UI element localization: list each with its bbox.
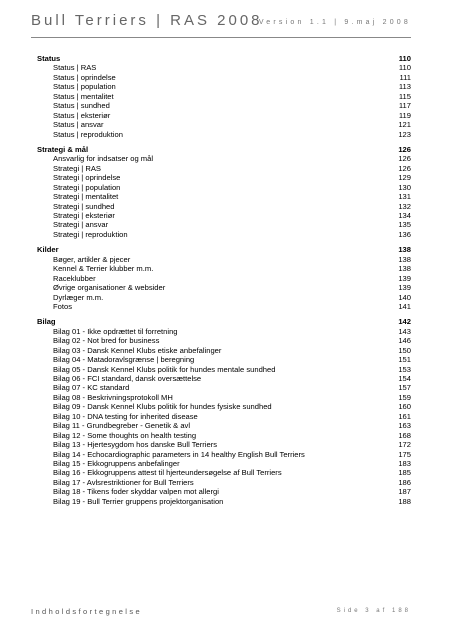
- toc-section: [37, 245, 411, 311]
- toc-entry[interactable]: [37, 450, 411, 459]
- toc-entry[interactable]: [37, 264, 411, 273]
- toc-entry[interactable]: [37, 383, 411, 392]
- toc-entry-page: 172: [398, 440, 411, 450]
- toc-entry-title: Status | reproduktion: [53, 129, 123, 139]
- version-label: Version 1.1 | 9.maj 2008: [258, 19, 411, 26]
- toc-entry-page: 151: [398, 355, 411, 365]
- toc-entry[interactable]: [37, 355, 411, 364]
- toc-entry-page: 121: [398, 120, 411, 130]
- toc-entry[interactable]: [37, 293, 411, 302]
- toc-entry[interactable]: [37, 302, 411, 311]
- toc-entry-page: 175: [398, 449, 411, 459]
- toc-entry-page: 157: [398, 383, 411, 393]
- toc-entry-page: 139: [398, 273, 411, 283]
- toc-entry-title: Bilag 08 - Beskrivningsprotokoll MH: [53, 392, 173, 402]
- toc-entry-page: 117: [398, 101, 411, 111]
- toc-entry-page: 153: [398, 364, 411, 374]
- toc-entry-title: Bilag 18 - Tikens foder skyddar valpen mot allergi: [53, 487, 219, 497]
- toc-entry[interactable]: [37, 173, 411, 182]
- toc-section-title: Status: [37, 54, 61, 63]
- toc-entry-title: Bilag 12 - Some thoughts on health testing: [53, 430, 197, 440]
- toc-entry-title: Raceklubber: [53, 273, 96, 283]
- toc-entry-title: Bilag 15 - Ekkogruppens anbefalinger: [53, 458, 180, 468]
- toc-entry-title: Strategi | reproduktion: [53, 229, 128, 239]
- toc-entry-page: 154: [398, 374, 411, 383]
- toc-entry-page: 115: [398, 91, 411, 101]
- toc-entry[interactable]: [37, 63, 411, 72]
- table-of-contents: [37, 54, 411, 512]
- toc-entry-title: Strategi | mentalitet: [53, 192, 119, 202]
- toc-entry[interactable]: [37, 336, 411, 345]
- toc-entry-title: Status | oprindelse: [53, 72, 116, 82]
- toc-entry-page: 138: [398, 254, 411, 264]
- toc-section-page: 142: [398, 317, 411, 327]
- toc-entry-title: Bilag 04 - Matadoravlsgrænse | beregning: [53, 355, 195, 365]
- document-title: Bull Terriers | RAS 2008: [31, 12, 263, 29]
- toc-entry[interactable]: [37, 412, 411, 421]
- toc-entry[interactable]: [37, 92, 411, 101]
- toc-entry-title: Kennel & Terrier klubber m.m.: [53, 264, 154, 274]
- page-number: Side 3 af 188: [336, 608, 411, 614]
- toc-entry-title: Bilag 16 - Ekkogruppens attest til hjerteundersøgelse af Bull Terriers: [53, 468, 282, 478]
- toc-entry-page: 143: [398, 326, 411, 336]
- toc-entry-title: Fotos: [53, 301, 72, 311]
- page-footer: [31, 607, 411, 619]
- toc-entry-page: 119: [398, 110, 411, 120]
- toc-entry-title: Bilag 10 - DNA testing for inherited disease: [53, 411, 198, 421]
- toc-entry-page: 159: [398, 392, 411, 402]
- toc-entry-page: 130: [398, 182, 411, 192]
- toc-entry-title: Bøger, artikler & pjecer: [53, 254, 131, 264]
- toc-entry[interactable]: [37, 130, 411, 139]
- toc-entry-page: 168: [398, 430, 411, 440]
- toc-entry-title: Bilag 05 - Dansk Kennel Klubs politik for hundes mentale sundhed: [53, 364, 276, 374]
- toc-entry-page: 136: [398, 229, 411, 239]
- toc-entry[interactable]: [37, 283, 411, 292]
- toc-section-title: Bilag: [37, 317, 56, 327]
- toc-entry-page: 110: [398, 63, 411, 73]
- toc-entry-title: Bilag 02 - Not bred for business: [53, 336, 160, 346]
- toc-entry-title: Strategi | eksteriør: [53, 211, 115, 220]
- toc-entry[interactable]: [37, 111, 411, 120]
- toc-entry-page: 111: [399, 72, 411, 82]
- toc-entry-title: Ansvarlig for indsatser og mål: [53, 154, 154, 164]
- toc-section-heading[interactable]: [37, 245, 411, 254]
- toc-entry-page: 138: [398, 264, 411, 274]
- toc-entry-title: Bilag 06 - FCI standard, dansk oversættelse: [53, 374, 202, 383]
- toc-entry[interactable]: [37, 192, 411, 201]
- toc-entry-title: Strategi | population: [53, 182, 121, 192]
- toc-section-page: 138: [398, 245, 411, 255]
- toc-entry[interactable]: [37, 440, 411, 449]
- toc-entry[interactable]: [37, 274, 411, 283]
- toc-entry[interactable]: [37, 459, 411, 468]
- toc-entry-page: 135: [398, 220, 411, 230]
- toc-entry-title: Bilag 14 - Echocardiographic parameters in 14 healthy English Bull Terriers: [53, 449, 305, 459]
- toc-entry-title: Status | sundhed: [53, 101, 110, 111]
- toc-entry-page: 146: [398, 336, 411, 346]
- toc-entry-page: 150: [398, 345, 411, 355]
- toc-section: [37, 54, 411, 139]
- toc-entry-page: 131: [398, 192, 411, 202]
- toc-section-heading[interactable]: [37, 145, 411, 154]
- toc-entry-page: 141: [398, 301, 411, 311]
- toc-entry[interactable]: [37, 487, 411, 496]
- toc-entry-title: Dyrlæger m.m.: [53, 292, 104, 302]
- header-divider: [31, 37, 411, 38]
- toc-entry[interactable]: [37, 211, 411, 220]
- toc-entry[interactable]: [37, 393, 411, 402]
- toc-entry-title: Status | population: [53, 82, 116, 92]
- toc-entry-title: Bilag 07 - KC standard: [53, 383, 130, 393]
- toc-entry-page: 132: [398, 201, 411, 211]
- toc-entry-page: 126: [398, 154, 411, 164]
- toc-entry[interactable]: [37, 154, 411, 163]
- toc-entry[interactable]: [37, 365, 411, 374]
- toc-entry-page: 160: [398, 402, 411, 412]
- toc-entry[interactable]: [37, 478, 411, 487]
- toc-entry[interactable]: [37, 468, 411, 477]
- toc-entry-title: Øvrige organisationer & websider: [53, 283, 166, 293]
- toc-entry[interactable]: [37, 402, 411, 411]
- toc-entry-title: Status | RAS: [53, 63, 97, 73]
- toc-entry-page: 188: [398, 496, 411, 506]
- toc-entry-title: Status | eksteriør: [53, 110, 111, 120]
- toc-entry-page: 123: [398, 129, 411, 139]
- toc-entry-page: 187: [398, 487, 411, 497]
- toc-entry-title: Status | mentalitet: [53, 91, 114, 101]
- toc-entry-title: Bilag 03 - Dansk Kennel Klubs etiske anbefalinger: [53, 345, 222, 355]
- toc-entry[interactable]: [37, 346, 411, 355]
- toc-entry-title: Strategi | ansvar: [53, 220, 109, 230]
- toc-entry[interactable]: [37, 255, 411, 264]
- page-header: [31, 12, 411, 34]
- toc-entry-title: Bilag 13 - Hjertesygdom hos danske Bull Terriers: [53, 440, 218, 450]
- toc-entry-title: Bilag 09 - Dansk Kennel Klubs politik for hundes fysiske sundhed: [53, 402, 272, 412]
- toc-entry-page: 126: [398, 163, 411, 173]
- toc-entry[interactable]: [37, 164, 411, 173]
- toc-entry[interactable]: [37, 101, 411, 110]
- toc-entry-title: Bilag 19 - Bull Terrier gruppens projektorganisation: [53, 496, 224, 506]
- toc-entry-page: 139: [398, 283, 411, 293]
- footer-section-name: Indholdsfortegnelse: [31, 607, 143, 616]
- toc-entry[interactable]: [37, 82, 411, 91]
- toc-entry[interactable]: [37, 497, 411, 506]
- toc-section-page: 126: [398, 144, 411, 154]
- toc-entry-title: Strategi | oprindelse: [53, 173, 121, 183]
- toc-section-heading[interactable]: [37, 317, 411, 326]
- toc-section-title: Kilder: [37, 245, 59, 255]
- toc-entry[interactable]: [37, 120, 411, 129]
- toc-entry[interactable]: [37, 202, 411, 211]
- toc-entry-title: Strategi | sundhed: [53, 201, 115, 211]
- toc-entry[interactable]: [37, 73, 411, 82]
- toc-entry[interactable]: [37, 374, 411, 383]
- toc-section: [37, 145, 411, 239]
- toc-entry-page: 183: [398, 458, 411, 468]
- toc-section-page: 110: [398, 54, 411, 63]
- toc-entry-title: Status | ansvar: [53, 120, 104, 130]
- toc-entry[interactable]: [37, 421, 411, 430]
- toc-entry[interactable]: [37, 431, 411, 440]
- toc-entry-page: 129: [398, 173, 411, 183]
- toc-entry[interactable]: [37, 183, 411, 192]
- toc-section-title: Strategi & mål: [37, 144, 89, 154]
- toc-entry-page: 140: [398, 292, 411, 302]
- toc-entry-page: 163: [398, 421, 411, 431]
- toc-entry-title: Bilag 11 - Grundbegreber - Genetik & avl: [53, 421, 191, 431]
- toc-entry-title: Bilag 01 - Ikke opdrættet til forretning: [53, 326, 178, 336]
- toc-entry-page: 113: [398, 82, 411, 92]
- toc-entry-page: 134: [398, 211, 411, 220]
- toc-entry-title: Bilag 17 - Avlsrestriktioner for Bull Terriers: [53, 477, 194, 487]
- toc-section-heading[interactable]: [37, 54, 411, 63]
- toc-entry-title: Strategi | RAS: [53, 163, 101, 173]
- toc-entry[interactable]: [37, 327, 411, 336]
- toc-entry-page: 161: [398, 411, 411, 421]
- toc-section: [37, 317, 411, 506]
- toc-entry-page: 185: [398, 468, 411, 478]
- toc-entry-page: 186: [398, 477, 411, 487]
- toc-entry[interactable]: [37, 230, 411, 239]
- toc-entry[interactable]: [37, 220, 411, 229]
